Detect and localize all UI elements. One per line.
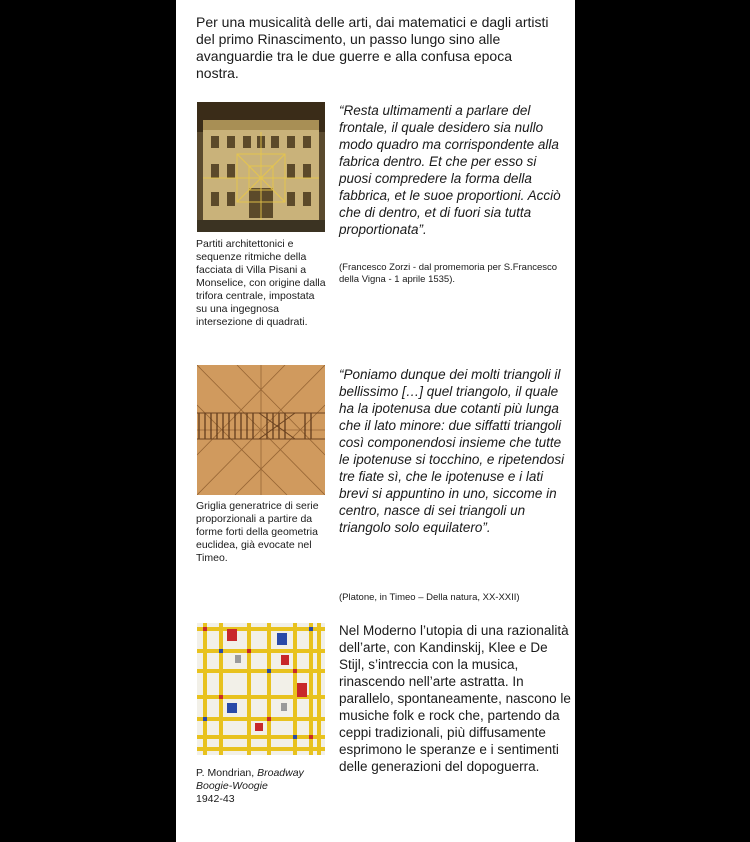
caption-mondrian-title: Broadway Boogie-Woogie — [196, 767, 304, 792]
caption-mondrian-year: 1942-43 — [196, 793, 235, 805]
intro-paragraph: Per una musicalità delle arti, dai matematici e dagli artisti del primo Rinascimento, un passo lungo sino alle avanguardie tra le due guerre e alla confusa epoca nostra. — [196, 14, 549, 81]
body-paragraph-modern: Nel Moderno l’utopia di una razionalità dell’arte, con Kandinskij, Klee e De Stijl, s’intreccia con la musica, rinascendo nell’arte astratta. In parallelo, spontaneamente, nascono le musiche folk e rock che, partendo da ceppi tradizionali, più diffusamente esprimono le speranze e i sentimenti delle generazioni del dopoguerra. — [339, 623, 571, 774]
caption-grid: Griglia generatrice di serie proporzionali a partire da forme forti della geometria euclidea, già evocate nel Timeo. — [196, 500, 319, 564]
caption-mondrian — [196, 767, 328, 806]
proportional-grid-image — [197, 365, 325, 495]
caption-villa-pisani: Partiti architettonici e sequenze ritmiche della facciata di Villa Pisani a Monselice, con origine dalla trifora centrale, impostata su una ingegnosa intersezione di quadrati. — [196, 238, 326, 328]
quote-platone: “Poniamo dunque dei molti triangoli il bellissimo […] quel triangolo, il quale ha la ipotenusa due cotanti più lunga che il lato minore: due siffatti triangoli così componendosi insieme che tutte le ipotenuse si tocchino, e ripetendosi tre fiate sì, che le ipotenuse e i lati brevi si appuntino in uno, siccome in centro, nasce di sei triangoli un triangolo solo equilatero”. — [339, 367, 565, 535]
quote-zorzi: “Resta ultimamenti a parlare del frontale, il quale desidero sia nullo modo quadro ma corrispondente alla fabrica dentro. Et che per esso si puosi compredere la forma della fabbrica, et le suoe proportioni. Acciò che di dentro, et di fuori sia tutta proportionata”. — [339, 103, 561, 237]
document-page — [176, 0, 575, 842]
caption-mondrian-author: P. Mondrian, — [196, 767, 255, 779]
villa-pisani-facade-image — [197, 102, 325, 232]
mondrian-broadway-boogie-woogie-image — [197, 623, 325, 755]
citation-zorzi: (Francesco Zorzi - dal promemoria per S.Francesco della Vigna - 1 aprile 1535). — [339, 262, 558, 285]
citation-platone: (Platone, in Timeo – Della natura, XX-XXII) — [339, 592, 520, 603]
